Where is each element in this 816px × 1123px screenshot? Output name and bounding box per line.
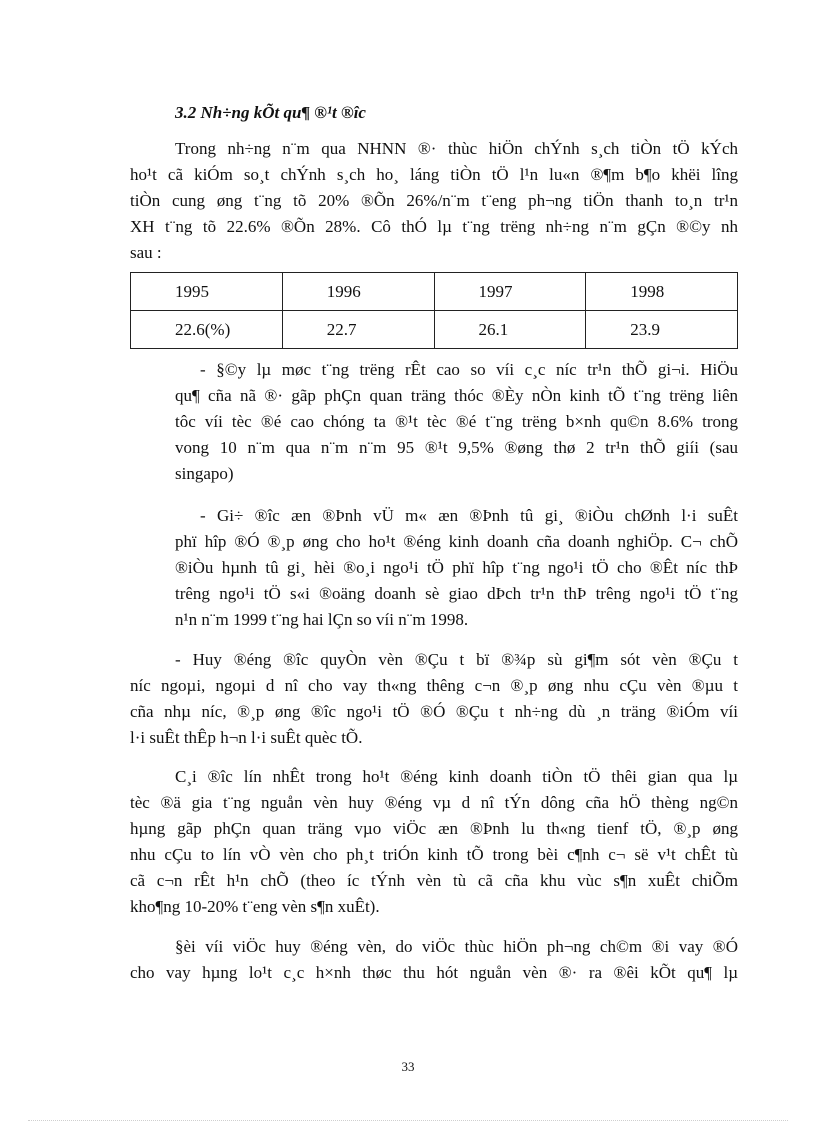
page-number: 33 [401,1059,415,1074]
table-cell: 1998 [586,273,738,311]
text-line: phï hîp ®Ó ®¸p øng cho ho¹t ®éng kinh doanh cña doanh nghiÖp. C¬ chÕ [175,532,738,551]
text-line: §èi víi viÖc huy ®éng vèn, do viÖc thùc hiÖn ph¬ng ch©m ®i vay ®Ó [175,937,738,956]
paragraph-achievement [130,764,738,920]
text-line: tôc víi tèc ®é cao chóng ta ®¹t tèc ®é t¨ng trëng b×nh qu©n 8.6% trong [175,412,738,431]
text-line: níc ngoµi, ngoµi d nî cho vay th«ng thêng c¬n ®¸p øng nhu cÇu vèn ®µu t [130,676,738,695]
table-cell: 22.7 [282,311,434,349]
text-line: ®iÒu hµnh tû gi¸ hèi ®o¸i ngo¹i tÖ phï hîp t¨ng ngo¹i tÖ cho ®Êt níc thÞ [175,558,738,577]
text-line: vong 10 n¨m qua n¨m n¨m 95 ®¹t 9,5% ®øng thø 2 tr¹n thÕ giíi (sau [175,438,738,457]
text-line: - Huy ®éng ®îc quyÒn vèn ®Çu t bï ®¾p sù gi¶m sót vèn ®Çu t [175,650,738,669]
text-line: cã c¬n rÊt h¹n chÕ (theo íc tÝnh vèn tù cã cña khu vùc s¶n xuÊt chiÕm [130,871,738,890]
text-line: sau : [130,243,162,262]
text-line: Trong nh÷ng n¨m qua NHNN ®· thùc hiÖn chÝnh s¸ch tiÒn tÖ kÝch [175,139,738,158]
text-line: - Gi÷ ®îc æn ®Þnh vÜ m« æn ®Þnh tû gi¸ ®iÒu chØnh l·i suÊt [200,506,738,525]
text-line: trêng ngo¹i tÖ s«i ®oäng doanh sè giao dÞch tr¹n thÞ trêng ngo¹i tÖ t¨ng [175,584,738,603]
text-line: cña nhµ níc, ®¸p øng ®îc ngo¹i tÖ ®Ó ®Çu t nh÷ng dù ¸n träng ®iÓm víi [130,702,738,721]
text-line: kho¶ng 10-20% t¨eng vèn s¶n xuÊt). [130,897,380,916]
paragraph-stability [130,503,738,633]
text-line: ho¹t cã kiÓm so¸t chÝnh s¸ch ho¸ láng tiÒn tÖ l¹n lu«n ®¶m b¶o khëi lîng [130,165,738,184]
text-line: tiÒn cung øng t¨ng tõ 20% ®Õn 26%/n¨m t¨eng ph¬ng tiÖn thanh to¸n tr¹n [130,191,738,210]
paragraph-mobilization [130,934,738,986]
text-line: l·i suÊt thÊp h¬n l·i suÊt quèc tÕ. [130,728,363,747]
text-line: C¸i ®îc lín nhÊt trong ho¹t ®éng kinh doanh tiÒn tÖ thêi gian qua lµ [175,767,738,786]
table-cell: 1997 [434,273,586,311]
table-cell: 23.9 [586,311,738,349]
table-cell: 22.6(%) [131,311,283,349]
text-line: - §©y lµ møc t¨ng trëng rÊt cao so víi c¸c níc tr¹n thÕ gi¬i. HiÖu [200,360,738,379]
table-row-years [131,273,738,311]
page-bottom-divider [28,1120,788,1121]
paragraph-capital [130,647,738,751]
intro-paragraph [130,136,738,266]
growth-rate-table [130,272,738,349]
text-line: nhu cÇu to lín vÒ vèn cho ph¸t triÓn kinh tÕ trong bèi c¶nh c¬ së v¹t chÊt tù [130,845,738,864]
table-cell: 1995 [131,273,283,311]
text-line: qu¶ cña nã ®· gãp phÇn quan träng thóc ®Èy nÒn kinh tÕ t¨ng trëng liên [175,386,738,405]
table-cell: 1996 [282,273,434,311]
text-line: XH t¨ng tõ 22.6% ®Õn 28%. Cô thÓ lµ t¨ng trëng nh÷ng n¨m gÇn ®©y nh [130,217,738,236]
table-cell: 26.1 [434,311,586,349]
section-heading: 3.2 Nh÷ng kÕt qu¶ ®¹t ®îc [175,103,366,122]
paragraph-growth [130,357,738,487]
text-line: n¹n n¨m 1999 t¨ng hai lÇn so víi n¨m 1998. [175,610,469,629]
table-row-values [131,311,738,349]
text-line: cho vay hµng lo¹t c¸c h×nh thøc thu hót nguån vèn ®· ra ®êi kÕt qu¶ lµ [130,963,738,982]
text-line: hµng gãp phÇn quan träng vµo viÖc æn ®Þnh lu th«ng tienf tÖ, ®¸p øng [130,819,738,838]
text-line: tèc ®ä gia t¨ng nguån vèn huy ®éng vµ d nî tÝn dông cña hÖ thèng ng©n [130,793,738,812]
text-line: singapo) [175,464,234,483]
